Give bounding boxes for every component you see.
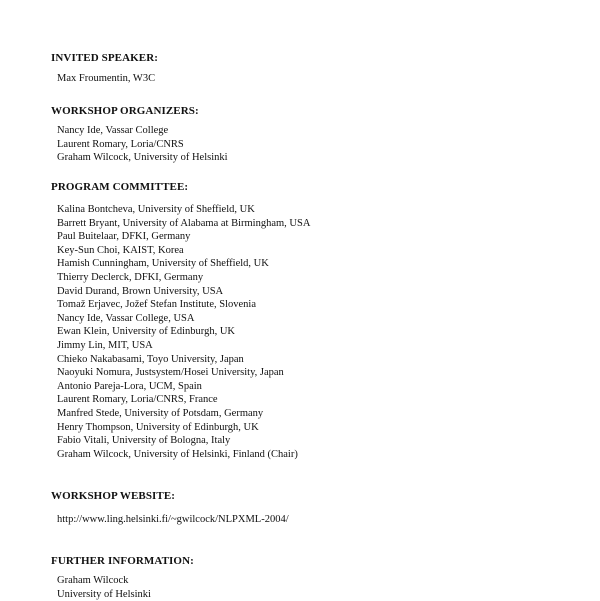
workshop-website-list	[57, 513, 289, 527]
further-information-heading: FURTHER INFORMATION:	[51, 555, 194, 567]
program-committee-list	[57, 203, 310, 461]
contact-name: Graham Wilcock	[57, 575, 129, 586]
committee-member: Key-Sun Choi, KAIST, Korea	[57, 244, 184, 256]
committee-member: Fabio Vitali, University of Bologna, Italy	[57, 435, 231, 447]
committee-member: Chieko Nakabasami, Toyo University, Japan	[57, 353, 244, 365]
committee-member: Thierry Declerck, DFKI, Germany	[57, 271, 204, 283]
committee-member: Barrett Bryant, University of Alabama at Birmingham, USA	[57, 217, 311, 229]
workshop-website-url: http://www.ling.helsinki.fi/~gwilcock/NLPXML-2004/	[57, 514, 289, 525]
organizer-item: Nancy Ide, Vassar College	[57, 125, 169, 136]
invited-speaker-list	[57, 72, 155, 86]
committee-member: Kalina Bontcheva, University of Sheffield, UK	[57, 204, 255, 215]
invited-speaker-heading: INVITED SPEAKER:	[51, 52, 159, 64]
workshop-organizers-heading: WORKSHOP ORGANIZERS:	[51, 105, 199, 117]
committee-member: Laurent Romary, Loria/CNRS, France	[57, 394, 218, 406]
invited-speaker-name: Max Froumentin, W3C	[57, 73, 156, 84]
organizer-item: Laurent Romary, Loria/CNRS	[57, 138, 184, 150]
committee-member: Jimmy Lin, MIT, USA	[57, 339, 153, 351]
organizer-item: Graham Wilcock, University of Helsinki	[57, 152, 228, 164]
committee-member: Naoyuki Nomura, Justsystem/Hosei University, Japan	[57, 367, 284, 379]
workshop-website-heading: WORKSHOP WEBSITE:	[51, 490, 176, 502]
contact-affiliation: University of Helsinki	[57, 588, 151, 600]
workshop-organizers-list	[57, 124, 228, 165]
committee-member: Nancy Ide, Vassar College, USA	[57, 312, 195, 324]
committee-member: Ewan Klein, University of Edinburgh, UK	[57, 326, 235, 338]
further-information-list	[57, 574, 151, 601]
committee-member: Manfred Stede, University of Potsdam, Germany	[57, 407, 264, 419]
committee-member: Henry Thompson, University of Edinburgh, UK	[57, 421, 259, 433]
program-committee-heading: PROGRAM COMMITTEE:	[51, 181, 189, 193]
committee-member: Hamish Cunningham, University of Sheffield, UK	[57, 258, 269, 270]
committee-member: Paul Buitelaar, DFKI, Germany	[57, 231, 191, 243]
committee-member: Graham Wilcock, University of Helsinki, Finland (Chair)	[57, 448, 298, 460]
committee-member: Antonio Pareja-Lora, UCM, Spain	[57, 380, 202, 392]
committee-member: Tomaž Erjavec, Jožef Stefan Institute, Slovenia	[57, 299, 256, 311]
committee-member: David Durand, Brown University, USA	[57, 285, 224, 297]
